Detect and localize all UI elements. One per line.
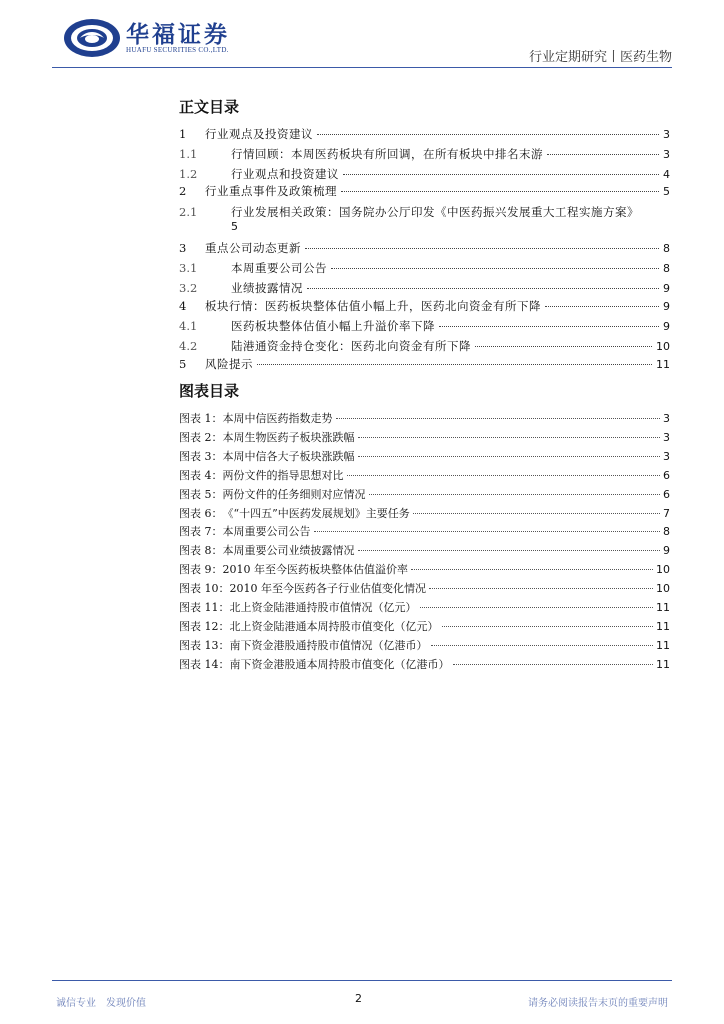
figure-entry-page: 10 xyxy=(656,582,670,595)
figure-entry[interactable] xyxy=(179,448,670,465)
toc-entry-page: 9 xyxy=(663,300,670,313)
figure-entry[interactable] xyxy=(179,599,670,616)
figure-entry-page: 3 xyxy=(663,450,670,463)
figure-entry[interactable] xyxy=(179,523,670,540)
figure-entry[interactable] xyxy=(179,467,670,484)
figure-entry-page: 6 xyxy=(663,488,670,501)
figure-entry[interactable] xyxy=(179,542,670,559)
toc-entry-page: 5 xyxy=(231,220,238,233)
figure-entry-label: 图表 12： xyxy=(179,620,230,633)
figure-entry-label: 图表 11： xyxy=(179,601,230,614)
figure-leader-dots xyxy=(413,513,660,514)
toc-entry[interactable] xyxy=(179,356,670,376)
figure-entry[interactable] xyxy=(179,429,670,446)
report-category: 行业定期研究丨医药生物 xyxy=(528,50,672,65)
toc-entry-page: 9 xyxy=(663,282,670,295)
toc-entry-number: 2 xyxy=(179,184,187,198)
figure-entry-page: 11 xyxy=(656,639,670,652)
footer-disclaimer: 请务必阅读报告末页的重要声明 xyxy=(528,998,668,1009)
toc-entry-title: 行情回顾：本周医药板块有所回调，在所有板块中排名末游 xyxy=(231,147,543,161)
logo-english-name: HUAFU SECURITIES CO.,LTD. xyxy=(126,46,229,54)
figure-entry-label: 图表 13： xyxy=(179,639,230,652)
figure-entry-label: 图表 14： xyxy=(179,658,230,671)
toc-entry-title: 板块行情：医药板块整体估值小幅上升，医药北向资金有所下降 xyxy=(205,299,541,313)
toc-entry-number: 4.2 xyxy=(179,339,198,353)
toc-leader-dots xyxy=(475,346,652,347)
figure-entry-title: 《“十四五”中医药发展规划》主要任务 xyxy=(222,507,410,520)
toc-entry-number: 3.1 xyxy=(179,261,198,275)
toc-leader-dots xyxy=(343,174,659,175)
company-logo xyxy=(62,16,262,60)
figure-entry[interactable] xyxy=(179,561,670,578)
toc-leader-dots xyxy=(305,248,659,249)
figure-entry-page: 11 xyxy=(656,601,670,614)
toc-entry-page: 8 xyxy=(663,242,670,255)
figure-entry-title: 本周重要公司公告 xyxy=(222,525,311,538)
toc-entry-title: 行业重点事件及政策梳理 xyxy=(205,184,337,198)
toc-entry-title: 风险提示 xyxy=(205,357,253,371)
toc-entry-number: 3.2 xyxy=(179,281,198,295)
figure-entry-title: 2010 年至今医药各子行业估值变化情况 xyxy=(229,582,426,595)
toc-entry-number: 3 xyxy=(179,241,187,255)
toc-entry[interactable] xyxy=(179,183,670,203)
toc-entry-number: 4 xyxy=(179,299,187,313)
figure-entry-label: 图表 2： xyxy=(179,431,223,444)
figure-entry-label: 图表 10： xyxy=(179,582,230,595)
figure-entry-label: 图表 1： xyxy=(179,412,223,425)
toc-entry[interactable] xyxy=(179,318,670,338)
toc-leader-dots xyxy=(341,191,659,192)
logo-chinese-name: 华福证券 xyxy=(126,21,230,48)
toc-entry-page: 9 xyxy=(663,320,670,333)
footer-divider xyxy=(52,980,672,981)
figure-entry-label: 图表 4： xyxy=(179,469,223,482)
toc-entry[interactable] xyxy=(179,260,670,280)
figure-entry-page: 3 xyxy=(663,412,670,425)
figure-entry-title: 2010 年至今医药板块整体估值溢价率 xyxy=(222,563,408,576)
figure-entry[interactable] xyxy=(179,637,670,654)
footer-slogan: 诚信专业 发现价值 xyxy=(56,998,146,1009)
toc-entry-number: 4.1 xyxy=(179,319,198,333)
figure-entry-label: 图表 6： xyxy=(179,507,223,520)
toc-entry-title: 业绩披露情况 xyxy=(231,281,303,295)
toc-entry[interactable] xyxy=(179,204,670,224)
figure-entry-title: 本周中信各大子板块涨跌幅 xyxy=(222,450,355,463)
figure-entry-title: 北上资金陆港通本周持股市值变化（亿元） xyxy=(229,620,439,633)
toc-leader-dots xyxy=(331,268,659,269)
toc-entry[interactable] xyxy=(179,126,670,146)
figure-entry[interactable] xyxy=(179,486,670,503)
figure-leader-dots xyxy=(411,569,653,570)
figure-entry-page: 8 xyxy=(663,525,670,538)
figure-leader-dots xyxy=(347,475,661,476)
toc-leader-dots xyxy=(317,134,659,135)
toc-entry-title: 行业观点及投资建议 xyxy=(205,127,313,141)
figure-entry-title: 本周重要公司业绩披露情况 xyxy=(222,544,355,557)
figure-entry-title: 两份文件的任务细则对应情况 xyxy=(222,488,366,501)
figure-entry-page: 3 xyxy=(663,431,670,444)
figure-entry[interactable] xyxy=(179,618,670,635)
figure-entry-label: 图表 8： xyxy=(179,544,223,557)
figure-leader-dots xyxy=(429,588,653,589)
toc-entry[interactable] xyxy=(179,298,670,318)
toc-entry-number: 1 xyxy=(179,127,187,141)
header-divider xyxy=(52,67,672,68)
toc-entry-title: 行业观点和投资建议 xyxy=(231,167,339,181)
figure-entry-page: 7 xyxy=(663,507,670,520)
figure-leader-dots xyxy=(358,437,661,438)
toc-entry[interactable] xyxy=(179,240,670,260)
figure-entry-page: 6 xyxy=(663,469,670,482)
figure-list-title: 图表目录 xyxy=(179,382,240,400)
figure-entry-title: 南下资金港股通持股市值情况（亿港币） xyxy=(229,639,428,652)
figure-entry-title: 北上资金陆港通持股市值情况（亿元） xyxy=(229,601,417,614)
toc-entry-title: 陆港通资金持仓变化：医药北向资金有所下降 xyxy=(231,339,471,353)
figure-entry-label: 图表 3： xyxy=(179,450,223,463)
figure-entry-label: 图表 9： xyxy=(179,563,223,576)
figure-leader-dots xyxy=(369,494,661,495)
figure-entry-title: 本周生物医药子板块涨跌幅 xyxy=(222,431,355,444)
toc-leader-dots xyxy=(307,288,659,289)
figure-leader-dots xyxy=(442,626,654,627)
figure-leader-dots xyxy=(358,456,661,457)
figure-entry-title: 本周中信医药指数走势 xyxy=(222,412,333,425)
figure-entry[interactable] xyxy=(179,656,670,673)
figure-entry[interactable] xyxy=(179,580,670,597)
toc-title: 正文目录 xyxy=(179,98,240,116)
toc-entry[interactable] xyxy=(179,280,670,300)
figure-entry-label: 图表 5： xyxy=(179,488,223,501)
toc-entry-page: 3 xyxy=(663,128,670,141)
toc-entry-page: 3 xyxy=(663,148,670,161)
figure-leader-dots xyxy=(420,607,654,608)
toc-entry-title: 医药板块整体估值小幅上升溢价率下降 xyxy=(231,319,435,333)
figure-leader-dots xyxy=(358,550,661,551)
toc-entry-page: 5 xyxy=(663,185,670,198)
figure-entry[interactable] xyxy=(179,505,670,522)
toc-leader-dots xyxy=(547,154,659,155)
figure-entry-title: 南下资金港股通本周持股市值变化（亿港币） xyxy=(229,658,450,671)
toc-entry[interactable] xyxy=(179,146,670,166)
figure-entry-title: 两份文件的指导思想对比 xyxy=(222,469,344,482)
toc-leader-dots xyxy=(257,364,652,365)
figure-entry-page: 11 xyxy=(656,658,670,671)
toc-entry-number: 1.1 xyxy=(179,147,198,161)
page-number: 2 xyxy=(355,992,362,1005)
figure-leader-dots xyxy=(336,418,661,419)
figure-leader-dots xyxy=(314,531,661,532)
toc-entry-title: 重点公司动态更新 xyxy=(205,241,301,255)
toc-leader-dots xyxy=(439,326,659,327)
toc-entry-page: 11 xyxy=(656,358,670,371)
toc-entry-page: 4 xyxy=(663,168,670,181)
toc-entry-title: 本周重要公司公告 xyxy=(231,261,327,275)
company-logo-icon xyxy=(62,16,122,60)
toc-entry-page: 10 xyxy=(656,340,670,353)
figure-entry-page: 11 xyxy=(656,620,670,633)
toc-entry-page: 8 xyxy=(663,262,670,275)
figure-leader-dots xyxy=(453,664,654,665)
toc-entry-number: 5 xyxy=(179,357,187,371)
toc-entry-title: 行业发展相关政策：国务院办公厅印发《中医药振兴发展重大工程实施方案》 xyxy=(231,205,639,219)
toc-entry[interactable] xyxy=(179,338,670,358)
figure-entry-label: 图表 7： xyxy=(179,525,223,538)
figure-entry[interactable] xyxy=(179,410,670,427)
figure-entry-page: 9 xyxy=(663,544,670,557)
toc-leader-dots xyxy=(545,306,659,307)
figure-entry-page: 10 xyxy=(656,563,670,576)
toc-entry-number: 1.2 xyxy=(179,167,198,181)
figure-leader-dots xyxy=(431,645,654,646)
toc-entry-number: 2.1 xyxy=(179,205,198,219)
